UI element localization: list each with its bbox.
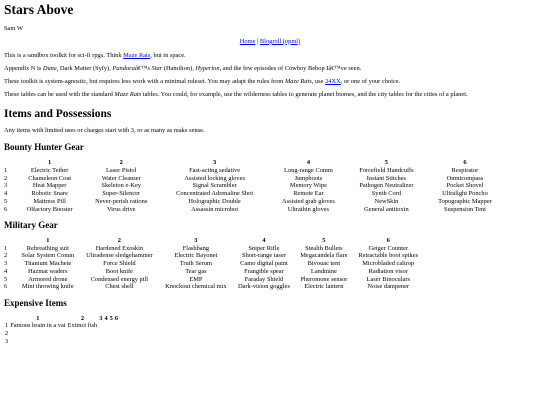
table-cell: Laser Binoculars — [366, 275, 410, 283]
table-header-row — [4, 315, 119, 323]
table-cell — [9, 338, 66, 346]
table-cell: Assassin microbot — [191, 205, 239, 213]
intro-text: Appendix N is — [4, 64, 43, 72]
24xx-link[interactable]: 24XX — [325, 77, 341, 85]
table-row — [4, 268, 424, 276]
column-header: 2 — [80, 314, 85, 322]
table-cell: Assisted grab gloves — [281, 197, 335, 205]
table-cell: Short-range taser — [242, 252, 286, 260]
table-cell: Heat Mapper — [32, 182, 67, 190]
column-header: 4 — [104, 314, 108, 322]
hyperion-title: Hyperion — [195, 64, 220, 72]
table-cell: Memory Wipe — [289, 182, 327, 190]
table-cell: Laser Pistol — [106, 167, 137, 175]
table-cell: Stealth Bullets — [305, 244, 343, 252]
table-cell: Faraday Shield — [244, 275, 284, 283]
row-number: 3 — [5, 337, 9, 345]
table-row — [4, 190, 504, 198]
table-cell: Dark-vision goggles — [237, 283, 290, 291]
table-cell: Bivouac tent — [307, 260, 341, 268]
intro-text: These toolkit is system-agnostic, but requires less work with a minimal ruleset. You may adapt the rules from — [4, 77, 285, 85]
intro-text: This is a sandbox toolkit for sci-fi rpgs. Think — [4, 51, 124, 59]
table-cell: Landmine — [310, 267, 337, 275]
table-cell: Long-range Comm — [284, 167, 333, 175]
table-row — [4, 283, 424, 291]
row-number: 3 — [4, 182, 8, 190]
table-cell: Pathogen Neutralizer — [359, 182, 414, 190]
column-header: 2 — [119, 159, 123, 167]
table-cell: NewSkin — [374, 197, 399, 205]
table-cell: Frangible spear — [244, 267, 284, 275]
table-cell: Condensed energy pill — [90, 275, 149, 283]
row-number: 5 — [4, 275, 8, 283]
expensive-items-table — [4, 315, 119, 346]
table-cell: Titanium Machete — [24, 260, 72, 268]
table-cell: Concentrated Adrenaline Shot — [176, 190, 254, 198]
column-header: 2 — [117, 237, 121, 245]
table-cell: Ultralight Poncho — [442, 190, 488, 198]
military-gear-table — [4, 237, 424, 291]
table-cell: Holographic Double — [188, 197, 241, 205]
column-header: 6 — [386, 237, 390, 245]
nav-links — [4, 38, 536, 46]
table-cell: Megacandela flare — [300, 252, 348, 260]
table-cell — [114, 322, 119, 330]
intro-text: , use — [311, 77, 326, 85]
table-cell: Skeleton e-Key — [101, 182, 141, 190]
table-row — [4, 245, 424, 253]
table-cell: Electric lantern — [304, 283, 344, 291]
table-cell: Forcefield Handcuffs — [359, 167, 414, 175]
table-cell: EMP — [189, 275, 203, 283]
column-header: 1 — [36, 314, 40, 322]
intro-text: These tables can be used with the standard — [4, 90, 115, 98]
column-header: 1 — [48, 159, 52, 167]
table-cell: Hardened Exoskin — [95, 244, 144, 252]
table-cell: Assisted locking gloves — [184, 174, 245, 182]
column-header: 5 — [384, 159, 388, 167]
intro-text: (Hamilton), — [162, 64, 196, 72]
row-number: 2 — [5, 330, 9, 338]
corner-cell — [4, 159, 16, 167]
column-header: 3 — [99, 314, 103, 322]
table-row — [4, 322, 119, 330]
table-header-row — [4, 237, 424, 245]
table-cell: Truth Serum — [179, 260, 213, 268]
page-title: Stars Above — [4, 2, 74, 17]
dune-title: Dune — [42, 64, 57, 72]
column-header: 6 — [463, 159, 467, 167]
table-row — [4, 260, 424, 268]
table-cell: Suspension Tent — [444, 205, 486, 213]
table-cell: Radiation visor — [368, 267, 408, 275]
table-row — [4, 182, 504, 190]
author-line: Sam W — [4, 24, 23, 32]
table-cell — [67, 330, 99, 338]
column-header: 3 — [194, 237, 198, 245]
column-header: 4 — [262, 237, 266, 245]
table-cell: Super-Silencer — [102, 190, 141, 198]
column-header: 5 — [322, 237, 326, 245]
table-row — [4, 167, 504, 175]
table-cell: Jumpboots — [294, 174, 323, 182]
column-header: 3 — [212, 159, 217, 167]
corner-cell — [4, 237, 16, 245]
table-row — [4, 276, 424, 284]
maze-rats-title: Maze Rats — [114, 90, 142, 98]
row-number: 2 — [4, 174, 8, 182]
table-cell: Signal Scrambler — [192, 182, 237, 190]
table-cell: Mattress Pill — [33, 197, 66, 205]
expensive-items-heading: Expensive Items — [4, 297, 67, 308]
items-intro: Any items with limited uses or charges start with 3, or as many as make sense. — [4, 127, 205, 135]
intro-paragraph-3 — [4, 78, 536, 86]
maze-rats-link[interactable]: Maze Rats — [123, 51, 151, 59]
table-cell: Flashbang — [182, 244, 210, 252]
table-cell: Famous brain in a vat — [10, 322, 66, 330]
table-cell: Retractable boot spikes — [358, 252, 419, 260]
row-number: 6 — [4, 283, 8, 291]
table-cell: Electric Bayonet — [174, 252, 218, 260]
table-cell: Rebreathing suit — [26, 244, 69, 252]
intro-text: , but in space. — [150, 51, 186, 59]
row-number: 1 — [4, 244, 8, 252]
pandoras-star-title: Pandoraâ€™s Star — [112, 64, 163, 72]
table-cell: Solar System Comm — [21, 252, 75, 260]
table-cell: Mini throwing knife — [21, 283, 74, 291]
table-cell: Virus drive — [106, 205, 136, 213]
blogroll-link[interactable]: Blogroll (opml) — [259, 37, 301, 45]
table-cell: Robotic Snare — [31, 190, 68, 198]
table-cell: Never-perish rations — [95, 197, 148, 205]
military-gear-heading: Military Gear — [4, 220, 58, 231]
table-row — [4, 252, 424, 260]
column-header: 6 — [114, 314, 119, 322]
table-cell: Armored drone — [28, 275, 68, 283]
table-cell: Tear gas — [185, 267, 207, 275]
maze-rats-title: Maze Rats — [284, 77, 312, 85]
table-cell: Force Shield — [103, 260, 136, 268]
table-cell: Microbladed caltrop — [362, 260, 415, 268]
row-number: 6 — [4, 205, 8, 213]
intro-paragraph-4 — [4, 91, 536, 99]
table-cell: Pocket Shovel — [446, 182, 484, 190]
table-row — [4, 338, 119, 346]
intro-paragraph-1 — [4, 52, 536, 60]
intro-text: tables. You could, for example, use the wilderness tables to generate planet biomes, and the city tables for the cities of a planet. — [141, 90, 468, 98]
table-cell: Water Cleanser — [101, 174, 141, 182]
bounty-hunter-table — [4, 159, 504, 213]
row-number: 3 — [4, 260, 8, 268]
table-cell: Geiger Counter — [368, 244, 409, 252]
table-cell: Knockout chemical mix — [165, 283, 227, 291]
intro-paragraph-2 — [4, 65, 536, 73]
nav-separator: | — [255, 37, 260, 45]
table-cell: Ultradense sledgehammer — [86, 252, 153, 260]
table-cell: General antitoxin — [364, 205, 409, 213]
column-header: 4 — [306, 159, 311, 167]
row-number: 4 — [4, 190, 8, 198]
table-cell — [114, 338, 119, 346]
table-cell: Topographic Mapper — [438, 197, 492, 205]
table-cell: Olfactory Booster — [26, 205, 73, 213]
row-number: 2 — [4, 252, 8, 260]
intro-text: , Dark Matter (Syfy), — [56, 64, 113, 72]
table-cell: Remote Ear — [293, 190, 324, 198]
table-row — [4, 175, 504, 183]
table-row — [4, 198, 504, 206]
table-cell — [9, 330, 66, 338]
home-link[interactable]: Home — [239, 37, 256, 45]
table-cell: Fast-acting sedative — [189, 167, 241, 175]
table-cell: Instant Stitches — [366, 174, 407, 182]
column-header: 5 — [109, 314, 113, 322]
items-heading: Items and Possessions — [4, 107, 112, 120]
table-cell: Electric Tether — [30, 167, 69, 175]
row-number: 1 — [4, 167, 8, 175]
row-number: 1 — [5, 322, 9, 330]
table-cell: Noise dampener — [367, 283, 410, 291]
row-number: 5 — [4, 197, 8, 205]
table-cell: Sniper Rifle — [248, 244, 280, 252]
bounty-hunter-heading: Bounty Hunter Gear — [4, 142, 84, 153]
table-cell: Respirator — [451, 167, 479, 175]
intro-text: , and the few episodes of Cowboy Bebop Iâ€™ve seen. — [219, 64, 362, 72]
table-cell: Pheromone sensor — [300, 275, 348, 283]
table-cell: Synth Cord — [371, 190, 402, 198]
column-header: 1 — [46, 237, 50, 245]
table-cell: Camo digital paint — [240, 260, 288, 268]
table-cell: Boot knife — [105, 267, 133, 275]
table-cell: Omnicompass — [446, 174, 484, 182]
table-cell: Ultrathin gloves — [287, 205, 330, 213]
table-cell: Chest shell — [105, 283, 134, 291]
table-row — [4, 206, 504, 214]
table-cell: Hazmat waders — [28, 267, 68, 275]
table-header-row — [4, 159, 504, 167]
table-cell — [67, 338, 99, 346]
table-row — [4, 330, 119, 338]
table-cell — [114, 330, 119, 338]
table-cell: Extinct fish — [67, 322, 98, 330]
row-number: 4 — [4, 267, 8, 275]
intro-text: , or one of your choice. — [340, 77, 401, 85]
table-cell: Chameleon Coat — [28, 174, 71, 182]
